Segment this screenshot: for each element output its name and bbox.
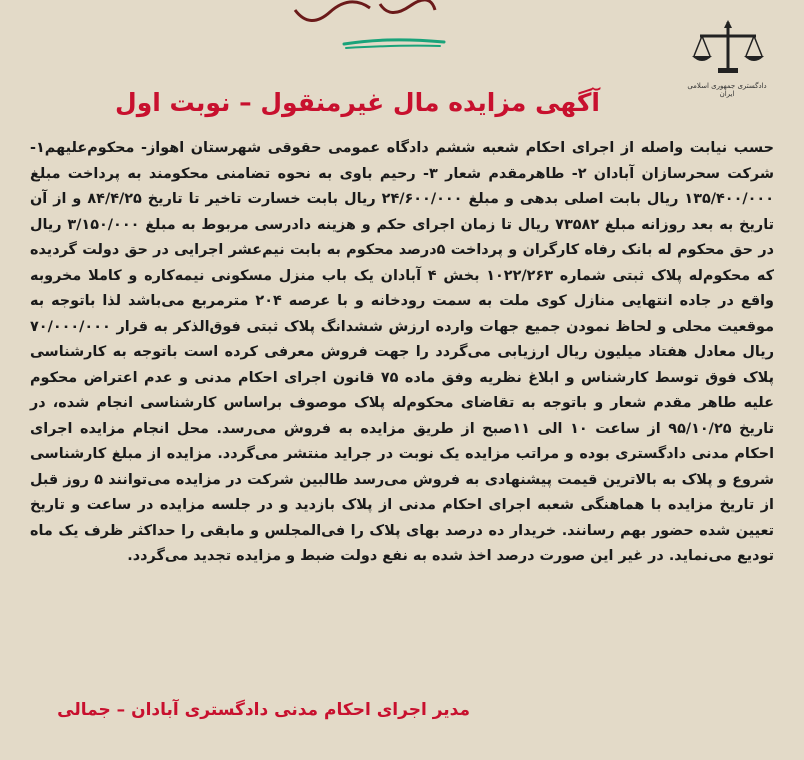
judiciary-scales-emblem-icon (688, 18, 768, 74)
emblem-caption: دادگستری جمهوری اسلامی ایران (687, 82, 767, 98)
notice-title: آگهی مزایده مال غیرمنقول – نوبت اول (115, 88, 600, 117)
notice-signature: مدیر اجرای احکام مدنی دادگستری آبادان – جمالی (57, 700, 470, 720)
notice-body: حسب نیابت واصله از اجرای احکام شعبه ششم دادگاه عمومی حقوقی شهرستان اهواز- محکوم‌علیهم۱-شرکت سحرسازان آبادان ۲- طاهرمقدم شعار ۳- رحیم باوی به نحوه تضامنی محکومند به پرداخت مبلغ ۱۳۵/۴۰۰/۰۰۰ ریال بابت اصلی بدهی و مبلغ ۲۴/۶۰۰/۰۰۰ ریال بابت خسارت تاخیر تا تاریخ ۸۴/۴/۲۵ و از آن تاریخ به بعد روزانه مبلغ ۷۳۵۸۲ ریال تا زمان اجرای حکم و هزینه دادرسی مربوط به مبلغ ۳/۱۵۰/۰۰۰ ریال در حق محکوم له بانک رفاه کارگران و پرداخت ۵درصد محکوم به بابت نیم‌عشر اجرایی در حق دولت گردیده که محکوم‌له پلاک ثبتی شماره ۱۰۲۲/۲۶۳ بخش ۴ آبادان یک باب منزل مسکونی نیمه‌کاره و کاملا مخروبه واقع در جاده انتهایی منازل کوی ملت به سمت رودخانه و با عرصه ۲۰۴ مترمربع می‌باشد لذا باتوجه به موقعیت محلی و لحاظ نمودن جمیع جهات وارده ارزش ششدانگ پلاک ثبتی فوق‌الذکر به قرار ۷۰/۰۰۰/۰۰۰ ریال معادل هفتاد میلیون ریال ارزیابی می‌گردد را جهت فروش معرفی کرده است باتوجه به کارشناسی پلاک فوق توسط کارشناس و ابلاغ نظریه وفق ماده ۷۵ قانون اجرای احکام مدنی و عدم اعتراض محکوم علیه طاهر مقدم شعار و باتوجه به تقاضای محکوم‌له پلاک موصوف براساس کارشناسی انجام شده، در تاریخ ۹۵/۱۰/۲۵ از ساعت ۱۰ الی ۱۱صبح از طریق مزایده به فروش می‌رسد. محل انجام مزایده اجرای احکام مدنی دادگستری بوده و مراتب مزایده یک نوبت در جراید منتشر می‌گردد. مزایده از مبلغ کارشناسی شروع و پلاک به بالاترین قیمت پیشنهادی به فروش می‌رسد طالبین شرکت در مزایده می‌توانند ۵ روز قبل از تاریخ مزایده با هماهنگی شعبه اجرای احکام مدنی از پلاک بازدید و در جلسه مزایده در ساعت و تاریخ تعیین شده حضور بهم رسانند. خریدار ده درصد بهای پلاک را فی‌المجلس و مابقی را حداکثر ظرف یک ماه تودیع می‌نماید. در غیر این صورت درصد اخذ شده به نفع دولت ضبط و مزایده تجدید می‌گردد. (30, 140, 775, 564)
green-pen-mark (340, 30, 450, 52)
